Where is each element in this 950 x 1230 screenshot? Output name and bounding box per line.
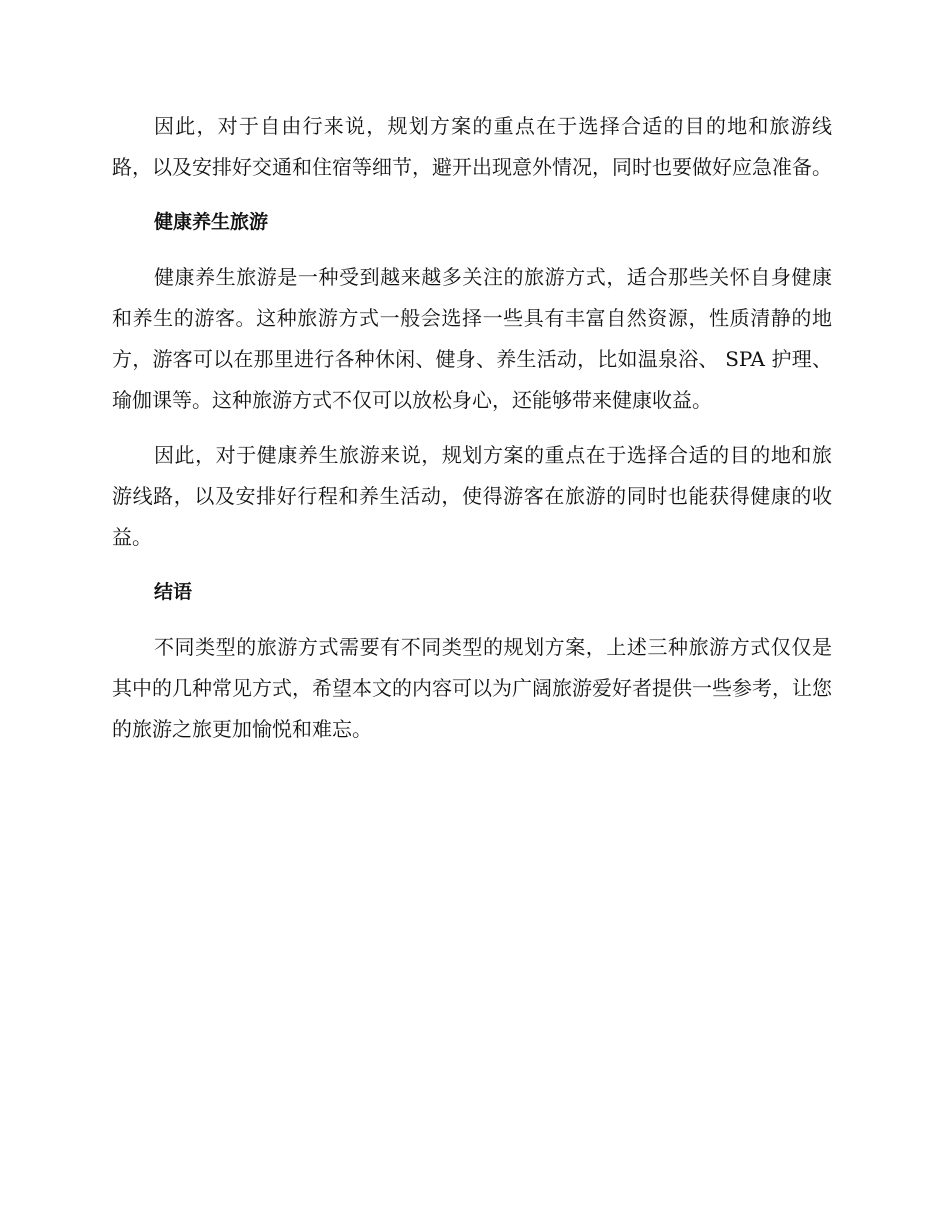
paragraph-conclusion: 不同类型的旅游方式需要有不同类型的规划方案，上述三种旅游方式仅仅是其中的几种常见方式，希望本文的内容可以为广阔旅游爱好者提供一些参考，让您的旅游之旅更加愉悦和难忘。 [112,635,832,741]
paragraph-health-travel-conclusion: 因此，对于健康养生旅游来说，规划方案的重点在于选择合适的目的地和旅游线路，以及安排好行程和养生活动，使得游客在旅游的同时也能获得健康的收益。 [112,443,832,549]
document-page [112,106,832,750]
paragraph-health-travel-intro: 健康养生旅游是一种受到越来越多关注的旅游方式，适合那些关怀自身健康和养生的游客。这种旅游方式一般会选择一些具有丰富自然资源，性质清静的地方，游客可以在那里进行各种休闲、健身、养生活动，比如温泉浴、 SPA 护理、瑜伽课等。这种旅游方式不仅可以放松身心，还能够带来健康收益。 [112,265,832,412]
paragraph-free-travel-conclusion: 因此，对于自由行来说，规划方案的重点在于选择合适的目的地和旅游线路，以及安排好交通和住宿等细节，避开出现意外情况，同时也要做好应急准备。 [112,114,832,179]
section-heading-conclusion: 结语 [154,581,193,603]
section-heading-health-travel: 健康养生旅游 [154,211,269,233]
